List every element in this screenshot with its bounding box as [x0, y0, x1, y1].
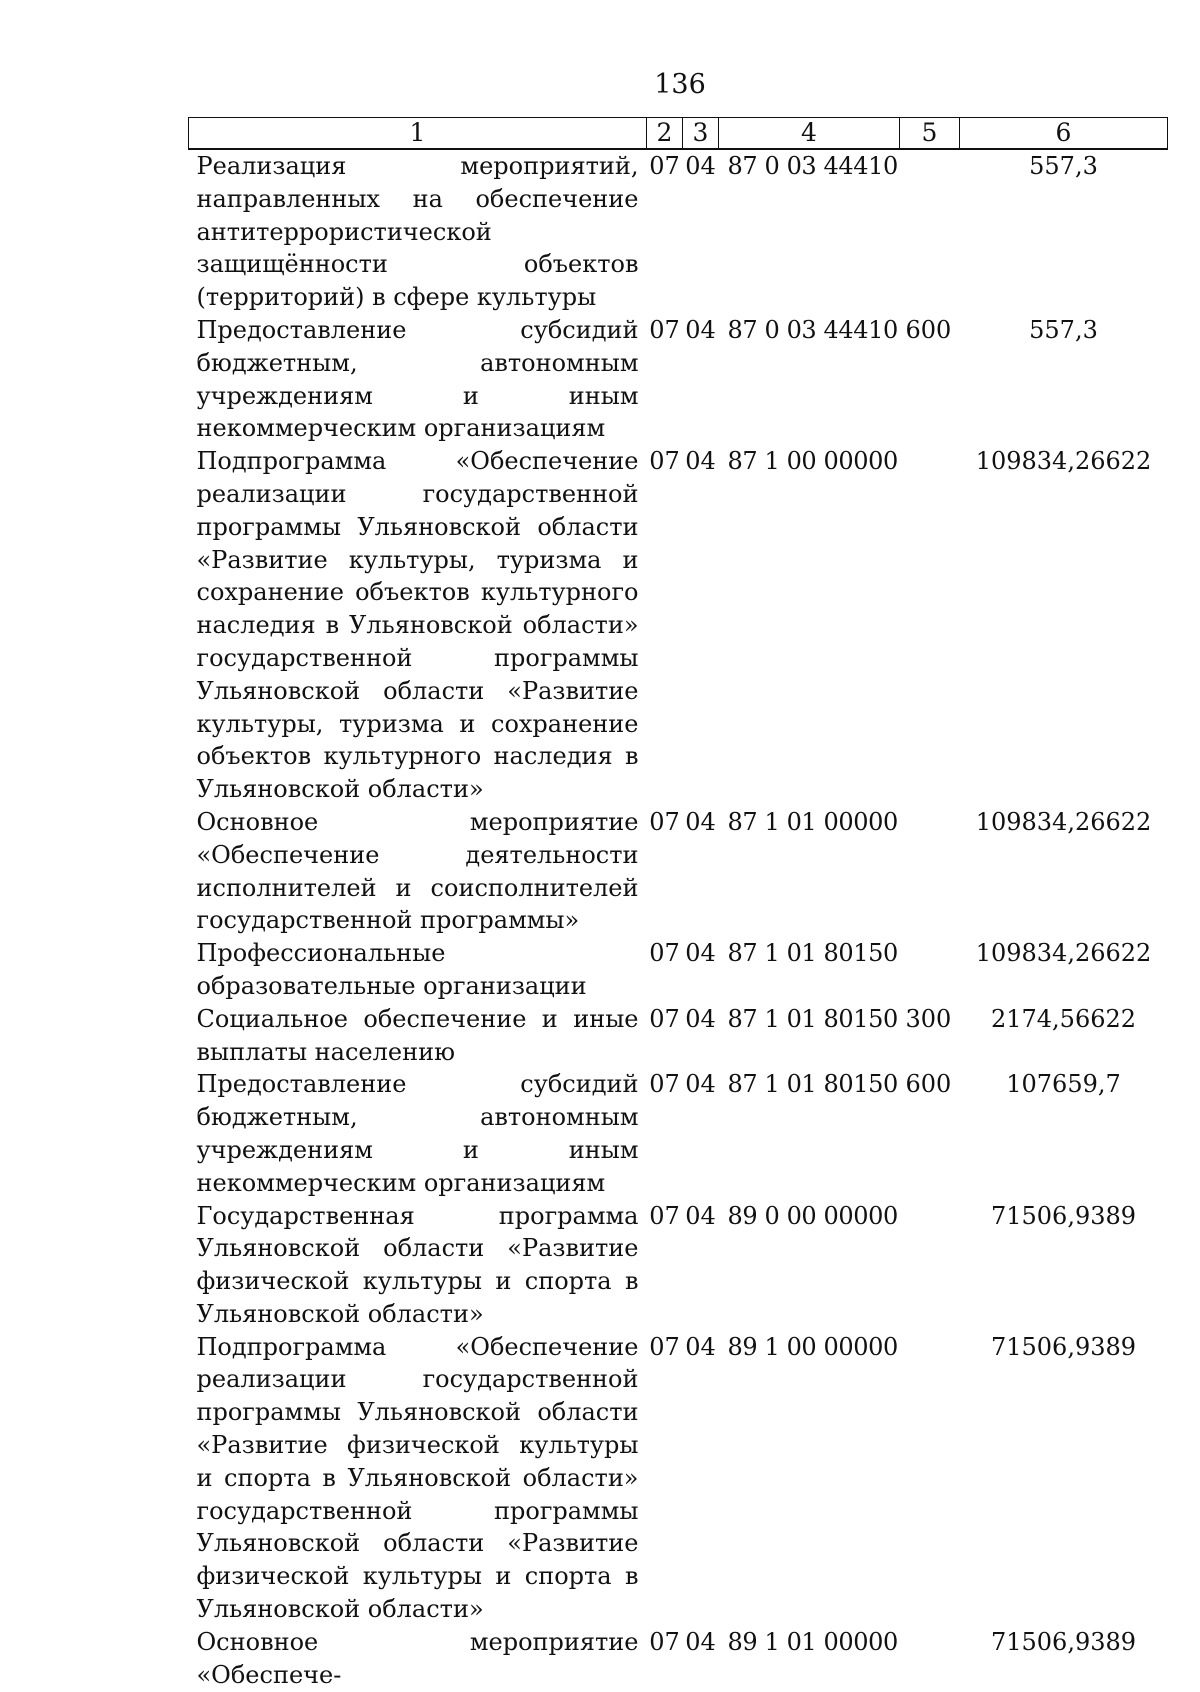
- row-name: Основное мероприятие «Обеспече-: [196, 1627, 639, 1689]
- row-expense-type: [900, 806, 960, 937]
- row-subsection: 04: [685, 1201, 716, 1230]
- header-col-5: 5: [900, 118, 960, 150]
- table-row: [189, 937, 1168, 1003]
- row-expense-type: [900, 1331, 960, 1626]
- table-row: [189, 806, 1168, 937]
- row-target-code: 87 1 01 80150: [727, 939, 898, 968]
- row-target-code: 89 1 01 00000: [727, 1627, 898, 1656]
- row-target-code: 89 1 00 00000: [727, 1332, 898, 1361]
- row-subsection: 04: [685, 1004, 716, 1033]
- row-amount: 71506,9389: [990, 1332, 1137, 1361]
- row-name: Подпрограмма «Обеспечение реализации государственной программы Ульяновской области «Развитие культуры, туризма и сохранение объектов культурного наследия в Ульяновской области» государственной программы Ульяновской области «Развитие культуры, туризма и сохранение объектов культурного наследия в Ульяновской области»: [196, 447, 639, 804]
- row-expense-type: 300: [905, 1004, 952, 1033]
- header-col-6: 6: [960, 118, 1168, 150]
- row-expense-type: [900, 937, 960, 1003]
- row-name: Социальное обеспечение и иные выплаты населению: [196, 1004, 639, 1066]
- row-subsection: 04: [685, 315, 716, 344]
- header-col-1: 1: [189, 118, 647, 150]
- row-target-code: 87 1 01 00000: [727, 807, 898, 836]
- table-row: [189, 314, 1168, 445]
- row-subsection: 04: [685, 152, 716, 180]
- row-amount: 109834,26622: [975, 447, 1152, 476]
- row-target-code: 87 1 01 80150: [727, 1004, 898, 1033]
- row-expense-type: [900, 445, 960, 806]
- row-name: Предоставление субсидий бюджетным, автономным учреждениям и иным некоммерческим организациям: [196, 1070, 639, 1197]
- row-name: Предоставление субсидий бюджетным, автономным учреждениям и иным некоммерческим организациям: [196, 315, 639, 443]
- row-section: 07: [649, 1627, 680, 1656]
- row-target-code: 87 1 01 80150: [727, 1070, 898, 1099]
- table-row: [189, 1331, 1168, 1626]
- row-amount: 109834,26622: [975, 939, 1152, 968]
- row-subsection: 04: [685, 939, 716, 968]
- row-amount: 2174,56622: [990, 1004, 1137, 1033]
- table-row: [189, 1003, 1168, 1069]
- row-expense-type: [900, 1626, 960, 1692]
- table-row: [189, 445, 1168, 806]
- budget-table: [188, 117, 1168, 1691]
- row-name: Основное мероприятие «Обеспечение деятельности исполнителей и соисполнителей государственной программы»: [196, 807, 639, 935]
- table-row: [189, 149, 1168, 314]
- row-expense-type: 600: [905, 315, 952, 344]
- table-body: [189, 149, 1168, 1691]
- row-amount: 71506,9389: [990, 1627, 1137, 1656]
- page-number: 136: [654, 69, 706, 100]
- row-target-code: 87 1 00 00000: [727, 447, 898, 476]
- row-section: 07: [649, 1004, 680, 1033]
- header-col-3: 3: [683, 118, 719, 150]
- row-amount: 107659,7: [1006, 1070, 1121, 1099]
- row-expense-type: 600: [905, 1070, 952, 1099]
- row-section: 07: [649, 152, 680, 180]
- row-name: Подпрограмма «Обеспечение реализации государственной программы Ульяновской области «Развитие физической культуры и спорта в Ульяновской области» государственной программы Ульяновской области «Развитие физической культуры и спорта в Ульяновской области»: [196, 1332, 639, 1624]
- row-section: 07: [649, 939, 680, 968]
- row-name: Профессиональные образовательные организации: [196, 939, 587, 1000]
- row-expense-type: [900, 149, 960, 314]
- row-target-code: 87 0 03 44410: [727, 315, 898, 344]
- row-expense-type: [900, 1200, 960, 1331]
- row-subsection: 04: [685, 1627, 716, 1656]
- table-row: [189, 1200, 1168, 1331]
- table-row: [189, 1626, 1168, 1692]
- table-row: [189, 1068, 1168, 1199]
- row-amount: 71506,9389: [990, 1201, 1137, 1230]
- row-section: 07: [649, 1201, 680, 1230]
- row-subsection: 04: [685, 1332, 716, 1361]
- table-header: [189, 118, 1168, 150]
- row-name: Государственная программа Ульяновской области «Развитие физической культуры и спорта в Ульяновской области»: [196, 1201, 639, 1328]
- row-target-code: 89 0 00 00000: [727, 1201, 898, 1230]
- row-amount: 557,3: [1029, 152, 1098, 180]
- row-section: 07: [649, 447, 680, 476]
- row-section: 07: [649, 807, 680, 836]
- row-subsection: 04: [685, 447, 716, 476]
- header-col-2: 2: [647, 118, 683, 150]
- row-subsection: 04: [685, 807, 716, 836]
- row-amount: 109834,26622: [975, 807, 1152, 836]
- row-section: 07: [649, 1332, 680, 1361]
- row-target-code: 87 0 03 44410: [727, 152, 898, 180]
- row-section: 07: [649, 315, 680, 344]
- row-name: Реализация мероприятий, направленных на обеспечение антитеррористической защищённости объектов (территорий) в сфере культуры: [196, 152, 639, 312]
- header-col-4: 4: [719, 118, 900, 150]
- row-subsection: 04: [685, 1070, 716, 1099]
- header-row: [189, 118, 1168, 150]
- row-amount: 557,3: [1029, 315, 1098, 344]
- row-section: 07: [649, 1070, 680, 1099]
